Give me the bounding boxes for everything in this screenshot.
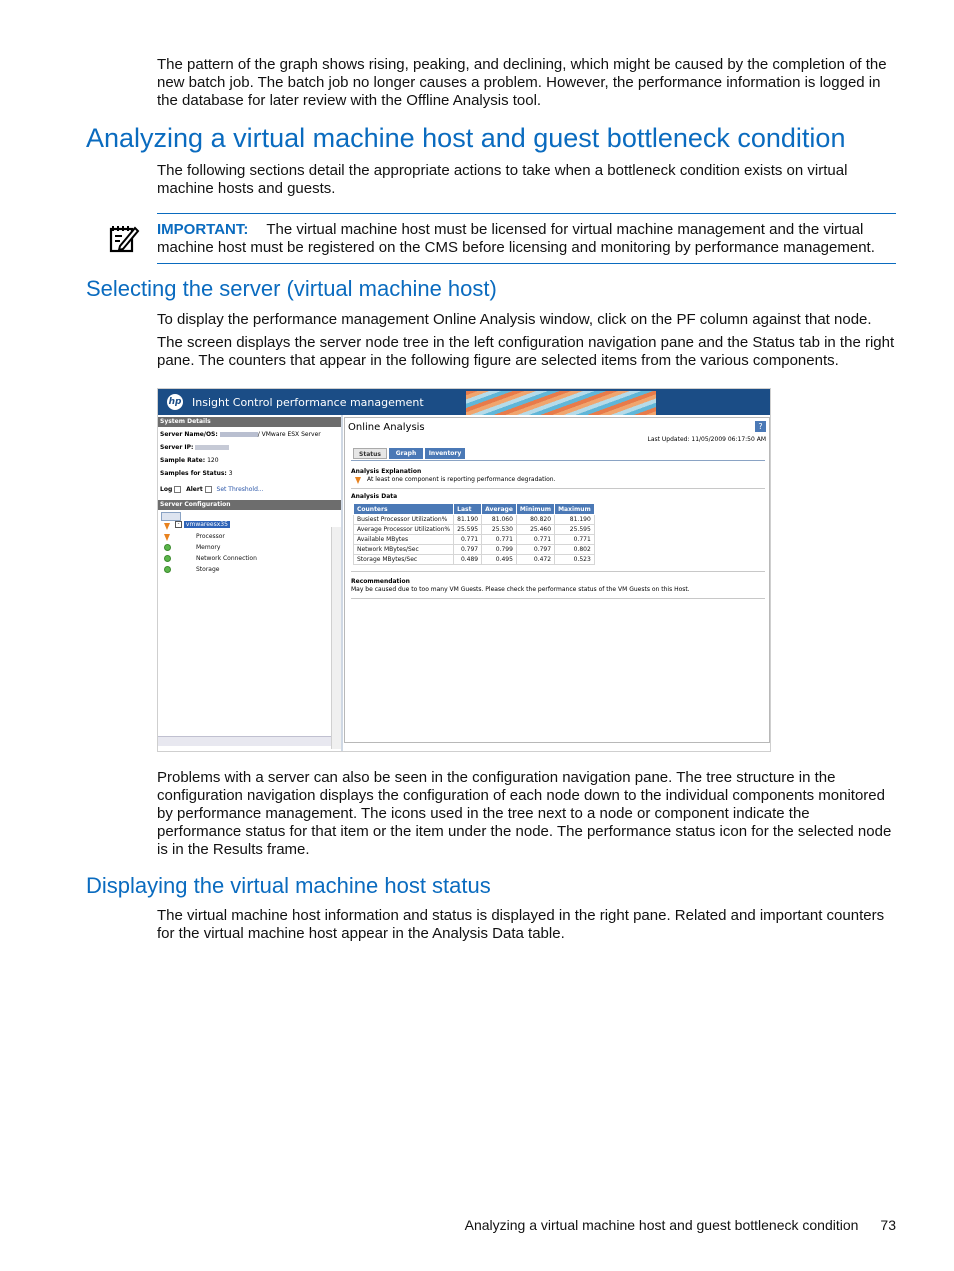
tree-item-network[interactable]: Network Connection: [196, 555, 257, 562]
alert-checkbox[interactable]: [205, 486, 212, 493]
subsection1-para2: The screen displays the server node tree in the left configuration navigation pane and the Status tab in the right pane. The counters that appear in the following figure are selected items from the various components.: [157, 334, 895, 369]
subsection-heading-selecting-server: Selecting the server (virtual machine host): [86, 276, 497, 301]
set-threshold-link[interactable]: Set Threshold...: [216, 486, 264, 493]
tab-inventory[interactable]: Inventory: [425, 448, 465, 459]
left-navigation-pane: [158, 415, 341, 751]
section-paragraph: The following sections detail the appropriate actions to take when a bottleneck condition exists on virtual machine hosts and guests.: [157, 162, 848, 197]
important-text: The virtual machine host must be licensed for virtual machine management and the virtual machine host must be registered on the CMS before licensing and monitoring by performance management.: [157, 221, 875, 256]
app-title: Insight Control performance management: [192, 396, 424, 409]
server-configuration-header: Server Configuration: [158, 500, 341, 510]
column-header-maximum: Maximum: [555, 504, 595, 515]
table-row: Storage MBytes/Sec 0.489 0.495 0.472 0.523: [354, 555, 595, 565]
page-number: 73: [880, 1217, 896, 1233]
network-ok-icon: [164, 555, 171, 562]
tab-status[interactable]: Status: [353, 448, 387, 459]
recommendation-label: Recommendation: [351, 578, 410, 585]
page-footer: [465, 1216, 896, 1234]
vertical-scrollbar[interactable]: [331, 527, 341, 749]
help-icon[interactable]: ?: [755, 421, 766, 432]
table-row: Busiest Processor Utilization% 81.190 81.060 80.820 81.190: [354, 515, 595, 525]
analysis-data-label: Analysis Data: [351, 493, 398, 500]
table-row: Average Processor Utilization% 25.595 25.530 25.460 25.595: [354, 525, 595, 535]
sample-rate-row: Sample Rate: 120: [160, 457, 219, 464]
running-title: Analyzing a virtual machine host and guest bottleneck condition: [464, 1217, 859, 1233]
system-details-header: System Details: [158, 417, 341, 427]
paragraph-after-figure: Problems with a server can also be seen in the configuration navigation pane. The tree structure in the configuration navigation displays the configuration of each node down to the individual components monitored by performance management. The icons used in the tree next to a node or component indicate the performance status for that item or the item under the node. The performance status icon for the selected node is in the Results frame.: [157, 769, 892, 858]
storage-ok-icon: [164, 566, 171, 573]
analysis-explanation-text: At least one component is reporting performance degradation.: [367, 476, 556, 483]
hp-logo-icon: hp: [167, 394, 183, 410]
analysis-data-table: [353, 503, 595, 565]
column-header-counters: Counters: [354, 504, 454, 515]
samples-status-row: Samples for Status: 3: [160, 470, 233, 477]
table-row: Network MBytes/Sec 0.797 0.799 0.797 0.802: [354, 545, 595, 555]
recommendation-text: May be caused due to too many VM Guests. Please check the performance status of the VM Guests on this Host.: [351, 586, 690, 593]
intro-paragraph: The pattern of the graph shows rising, peaking, and declining, which might be caused by the completion of the new batch job. The batch job no longer causes a problem. However, the performance information is logged in the database for later review with the Offline Analysis tool.: [157, 56, 887, 109]
horizontal-scrollbar[interactable]: [158, 736, 331, 746]
tree-root-item[interactable]: - vmwareesx35: [175, 521, 230, 529]
log-checkbox[interactable]: [174, 486, 181, 493]
warning-status-icon: [164, 523, 170, 530]
subsection-heading-displaying-status: Displaying the virtual machine host status: [86, 873, 491, 898]
tab-graph[interactable]: Graph: [389, 448, 423, 459]
table-row: Available MBytes 0.771 0.771 0.771 0.771: [354, 535, 595, 545]
explanation-warning-icon: [355, 477, 361, 484]
column-header-last: Last: [454, 504, 482, 515]
header-banner-image: [466, 391, 656, 415]
tree-item-memory[interactable]: Memory: [196, 544, 221, 551]
processor-warning-icon: [164, 534, 170, 541]
column-header-minimum: Minimum: [516, 504, 554, 515]
online-analysis-screenshot: [157, 388, 771, 752]
server-ip-row: Server IP:: [160, 444, 229, 452]
subsection1-para1: To display the performance management Online Analysis window, click on the PF column against that node.: [157, 311, 872, 328]
app-header: [158, 389, 770, 415]
last-updated: Last Updated: 11/05/2009 06:17:50 AM: [647, 436, 766, 443]
tree-item-processor[interactable]: Processor: [196, 533, 225, 540]
note-pencil-icon: [108, 222, 140, 254]
right-results-pane: [344, 417, 770, 743]
subsection2-para: The virtual machine host information and status is displayed in the right pane. Related and important counters for the virtual machine host appear in the Analysis Data table.: [157, 907, 885, 942]
section-heading: Analyzing a virtual machine host and guest bottleneck condition: [86, 123, 846, 153]
important-label: IMPORTANT:: [157, 221, 249, 238]
column-header-average: Average: [482, 504, 517, 515]
server-name-row: Server Name/OS: / VMware ESX Server: [160, 431, 321, 438]
online-analysis-title: Online Analysis: [348, 422, 425, 433]
important-note: [157, 213, 896, 264]
memory-ok-icon: [164, 544, 171, 551]
analysis-explanation-label: Analysis Explanation: [351, 468, 422, 475]
tree-item-storage[interactable]: Storage: [196, 566, 220, 573]
log-alert-row: Log Alert Set Threshold...: [160, 486, 264, 493]
